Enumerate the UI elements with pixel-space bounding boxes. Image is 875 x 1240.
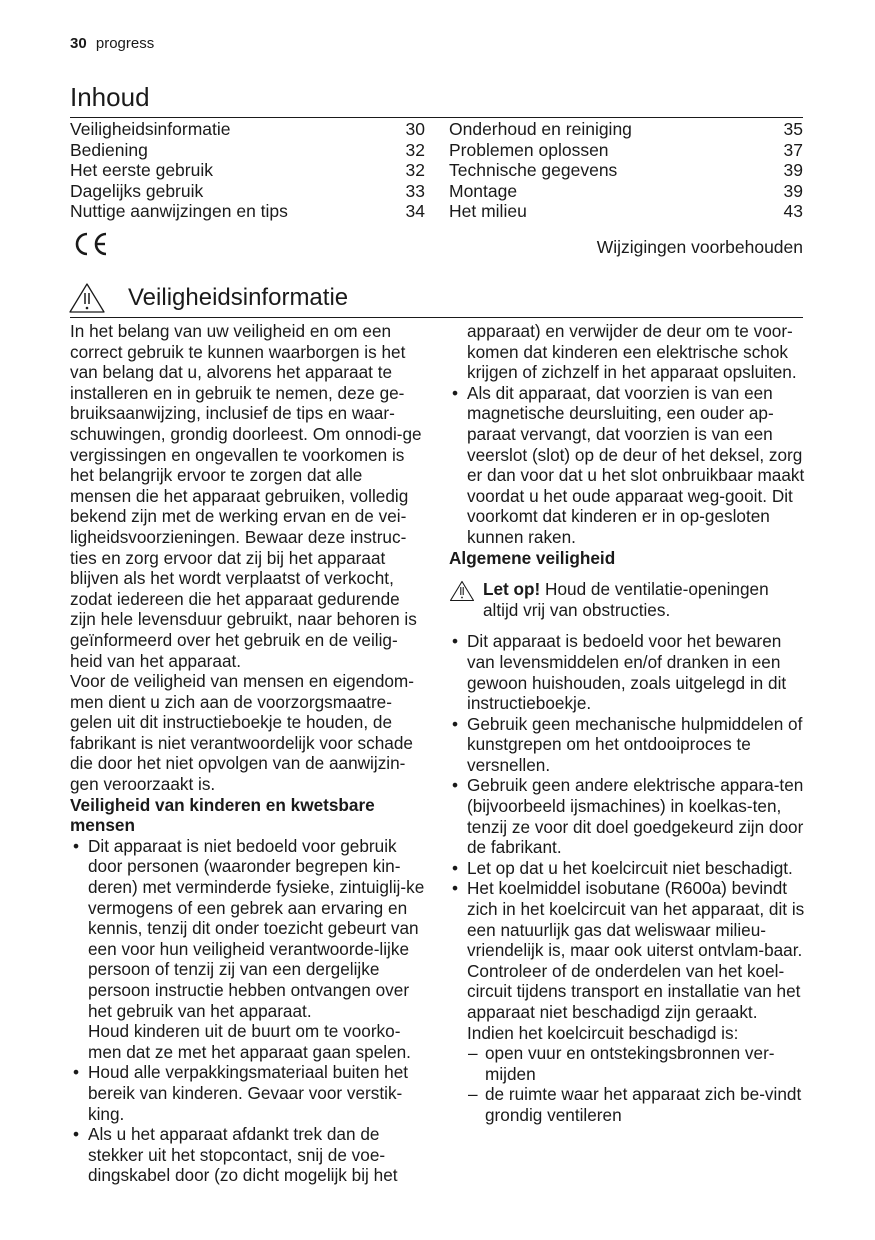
warning-label: Let op!	[483, 579, 541, 600]
toc-title: Inhoud	[70, 82, 150, 112]
list-item-extra: Houd kinderen uit de buurt om te voorko-men dat ze met het apparaat gaan spelen.	[88, 1021, 411, 1062]
list-item	[449, 858, 805, 879]
toc-entry-label: Het milieu	[449, 201, 527, 222]
changes-reserved-note: Wijzigingen voorbehouden	[596, 237, 803, 257]
list-item-continuation: apparaat) en verwijder de deur om te voor-komen dat kinderen een elektrische schok krijgen of zichzelf in het apparaat opsluiten.	[467, 321, 797, 383]
toc-entry-page: 30	[405, 119, 425, 139]
list-item	[449, 631, 805, 713]
toc-entry-label: Veiligheidsinformatie	[70, 119, 231, 139]
toc-divider	[70, 117, 803, 118]
refrigerant-damage-steps	[467, 1043, 805, 1125]
ce-mark-icon	[70, 231, 110, 262]
general-safety-heading: Algemene veiligheid	[449, 547, 616, 568]
toc-right-column	[449, 119, 803, 222]
toc-entry-page: 43	[783, 201, 803, 222]
toc-entry-label: Montage	[449, 180, 518, 201]
list-item-text: Dit apparaat is bedoeld voor het bewaren van levensmiddelen en/of dranken in een gewoon huishouden, zoals uitgelegd in dit instructieboekje.	[467, 631, 787, 714]
left-text-column	[70, 321, 428, 1186]
toc-entry[interactable]	[449, 119, 803, 140]
list-item-extra: Controleer of de onderdelen van het koel-circuit tijdens transport en installatie van het apparaat niet beschadigd zijn geraakt. Indien het koelcircuit beschadigd is:	[467, 960, 801, 1043]
section-divider	[70, 317, 803, 318]
list-item	[449, 714, 805, 776]
toc-entry-label: Onderhoud en reiniging	[449, 119, 632, 139]
toc-entry[interactable]	[70, 181, 425, 202]
list-item	[449, 878, 805, 1125]
dash-item	[467, 1084, 805, 1125]
list-item	[70, 1062, 428, 1124]
toc-entry-label: Technische gegevens	[449, 160, 618, 181]
toc-entry-page: 39	[783, 160, 803, 181]
children-safety-list-cont	[449, 383, 805, 548]
list-item-text: Als u het apparaat afdankt trek dan de stekker uit het stopcontact, snij de voe-dingskabel door (zo dicht mogelijk bij het	[88, 1124, 398, 1186]
toc-entry-page: 34	[405, 201, 425, 222]
toc-entry[interactable]	[70, 201, 425, 222]
page-number: 30	[70, 35, 87, 52]
toc-entry[interactable]	[70, 140, 425, 161]
dash-item-text: open vuur en ontstekingsbronnen ver-mijden	[485, 1043, 775, 1084]
warning-triangle-icon	[449, 580, 475, 607]
list-item-text: Let op dat u het koelcircuit niet beschadigt.	[467, 857, 793, 878]
warning-text: Houd de ventilatie-openingen altijd vrij van obstructies.	[483, 579, 769, 620]
section-title: Veiligheidsinformatie	[128, 284, 349, 311]
toc-entry-label: Dagelijks gebruik	[70, 180, 204, 201]
toc-entry-page: 37	[783, 139, 803, 160]
toc-entry[interactable]	[70, 160, 425, 181]
toc-entry-page: 39	[783, 180, 803, 201]
list-item-text: Gebruik geen andere elektrische appara-ten (bijvoorbeeld ijsmachines) in koelkas-ten, tenzij ze voor dit doel goedgekeurd zijn door de fabrikant.	[467, 775, 804, 858]
brand-name: progress	[95, 35, 155, 52]
toc-entry-label: Het eerste gebruik	[70, 160, 213, 181]
toc-entry[interactable]	[449, 140, 803, 161]
toc-entry-page: 33	[405, 180, 425, 201]
intro-paragraph: In het belang van uw veiligheid en om een correct gebruik te kunnen waarborgen is het van belang dat u, alvorens het apparaat te installeren en in gebruik te nemen, deze ge-bruiksaanwijzing, inclusief de tips en waar-schuwingen, grondig doorleest. Om onnodi-ge vergissingen en ongevallen te voorkomen is het belangrijk ervoor te zorgen dat alle mensen die het apparaat gebruiken, volledig bekend zijn met de werking ervan en de vei-ligheidsvoorzieningen. Bewaar deze instruc-ties en zorg ervoor dat zij bij het apparaat blijven als het wordt verplaatst of verkocht, zodat iedereen die het apparaat gedurende zijn hele levensduur gebruikt, naar behoren is geïnformeerd over het gebruik en de veilig-heid van het apparaat.	[70, 321, 422, 671]
children-safety-list	[70, 836, 428, 1186]
toc-entry[interactable]	[449, 160, 803, 181]
dash-item-text: de ruimte waar het apparaat zich be-vindt grondig ventileren	[485, 1084, 802, 1125]
list-item-text: Houd alle verpakkingsmateriaal buiten het bereik van kinderen. Gevaar voor verstik-king.	[88, 1062, 409, 1124]
intro-paragraph: Voor de veiligheid van mensen en eigendom-men dient u zich aan de voorzorgsmaatre-gelen uit dit instructieboekje te houden, de fabrikant is niet verantwoordelijk voor schade die door het niet opvolgen van de aanwijzin-gen veroorzaakt is.	[70, 671, 414, 795]
warning-triangle-icon	[68, 282, 106, 319]
list-item-text: Gebruik geen mechanische hulpmiddelen of kunstgrepen om het ontdooiproces te versnellen.	[467, 713, 803, 775]
right-text-column	[449, 321, 805, 1126]
list-item	[449, 775, 805, 857]
toc-entry-label: Problemen oplossen	[449, 139, 609, 160]
children-safety-heading: Veiligheid van kinderen en kwetsbare mensen	[70, 794, 375, 836]
toc-entry-label: Nuttige aanwijzingen en tips	[70, 201, 288, 222]
toc-entry-page: 32	[405, 139, 425, 160]
toc-entry-page: 35	[783, 119, 803, 139]
dash-item	[467, 1043, 805, 1084]
ventilation-warning	[449, 579, 805, 620]
list-item	[70, 836, 428, 1063]
general-safety-list	[449, 631, 805, 1125]
page-header	[70, 35, 154, 52]
toc-left-column	[70, 119, 425, 222]
toc-entry-label: Bediening	[70, 139, 148, 160]
list-item-text: Dit apparaat is niet bedoeld voor gebruik door personen (waaronder begrepen kin-deren) met verminderde fysieke, zintuiglij-ke vermogens of een gebrek aan ervaring en kennis, tenzij dit onder toezicht gebeurt van een voor hun veiligheid verantwoorde-lijke persoon of tenzij zij van een dergelijke persoon instructie hebben ontvangen over het gebruik van het apparaat.	[88, 835, 425, 1021]
list-item	[449, 383, 805, 548]
toc-entry[interactable]	[449, 201, 803, 222]
list-item-text: Als dit apparaat, dat voorzien is van een magnetische deursluiting, een ouder ap-paraat vervangt, dat voorzien is van een veerslot (slot) op de deur of het deksel, zorg er dan voor dat u het slot onbruikbaar maakt voordat u het oude apparaat weg-gooit. Dit voorkomt dat kinderen er in op-gesloten kunnen raken.	[467, 382, 805, 547]
toc-entry-page: 32	[405, 160, 425, 181]
toc-entry[interactable]	[449, 181, 803, 202]
toc-entry[interactable]	[70, 119, 425, 140]
list-item	[70, 1124, 428, 1186]
list-item-text: Het koelmiddel isobutane (R600a) bevindt zich in het koelcircuit van het apparaat, dit is een natuurlijk gas dat weliswaar milieu-vriendelijk is, maar ook uiterst ontvlam-baar.	[467, 878, 805, 961]
